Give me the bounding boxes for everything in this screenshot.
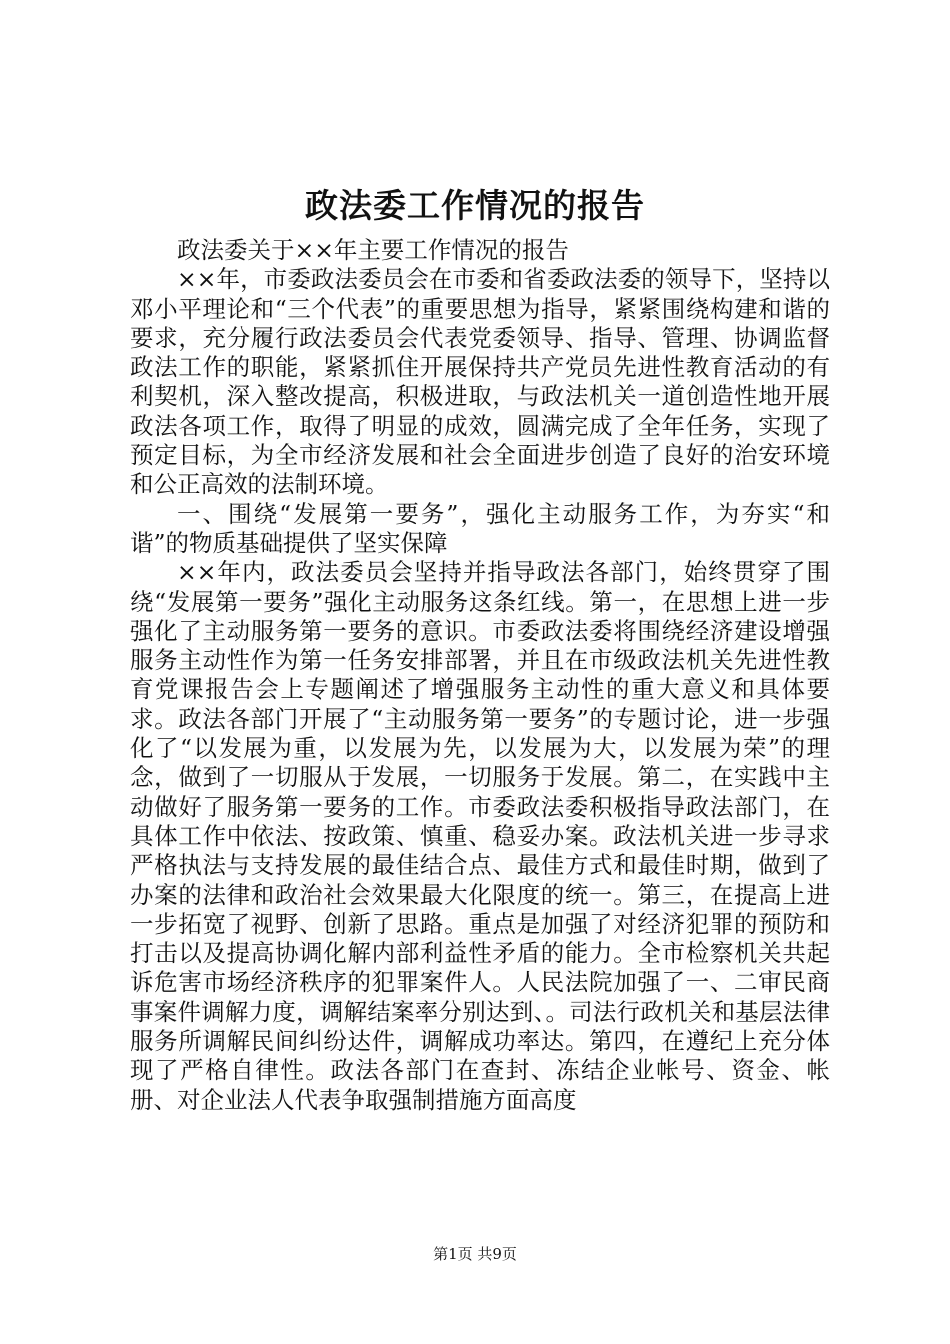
paragraph-intro: ××年，市委政法委员会在市委和省委政法委的领导下，坚持以邓小平理论和“三个代表”的重要思想为指导，紧紧围绕构建和谐的要求，充分履行政法委员会代表党委领导、指导、管理、协调监督政法工作的职能，紧紧抓住开展保持共产党员先进性教育活动的有利契机，深入整改提高，积极进取，与政法机关一道创造性地开展政法各项工作，取得了明显的成效，圆满完成了全年任务，实现了预定目标，为全市经济发展和社会全面进步创造了良好的治安环境和公正高效的法制环境。: [130, 265, 830, 499]
document-body: [130, 236, 830, 1115]
section-heading-1: 一、围绕“发展第一要务”，强化主动服务工作，为夯实“和谐”的物质基础提供了坚实保障: [130, 499, 830, 557]
page-footer: 第1页 共9页: [433, 1245, 517, 1263]
paragraph-section-1: ××年内，政法委员会坚持并指导政法各部门，始终贯穿了围绕“发展第一要务”强化主动服务这条红线。第一，在思想上进一步强化了主动服务第一要务的意识。市委政法委将围绕经济建设增强服务主动性作为第一任务安排部署，并且在市级政法机关先进性教育党课报告会上专题阐述了增强服务主动性的重大意义和具体要求。政法各部门开展了“主动服务第一要务”的专题讨论，进一步强化了“以发展为重，以发展为先，以发展为大，以发展为荣”的理念，做到了一切服从于发展，一切服务于发展。第二，在实践中主动做好了服务第一要务的工作。市委政法委积极指导政法部门，在具体工作中依法、按政策、慎重、稳妥办案。政法机关进一步寻求严格执法与支持发展的最佳结合点、最佳方式和最佳时期，做到了办案的法律和政治社会效果最大化限度的统一。第三，在提高上进一步拓宽了视野、创新了思路。重点是加强了对经济犯罪的预防和打击以及提高协调化解内部利益性矛盾的能力。全市检察机关共起诉危害市场经济秩序的犯罪案件人。人民法院加强了一、二审民商事案件调解力度，调解结案率分别达到、。司法行政机关和基层法律服务所调解民间纠纷达件，调解成功率达。第四，在遵纪上充分体现了严格自律性。政法各部门在查封、冻结企业帐号、资金、帐册、对企业法人代表争取强制措施方面高度: [130, 558, 830, 1114]
document-title: 政法委工作情况的报告: [305, 186, 645, 225]
paragraph-subtitle: 政法委关于××年主要工作情况的报告: [177, 236, 569, 264]
